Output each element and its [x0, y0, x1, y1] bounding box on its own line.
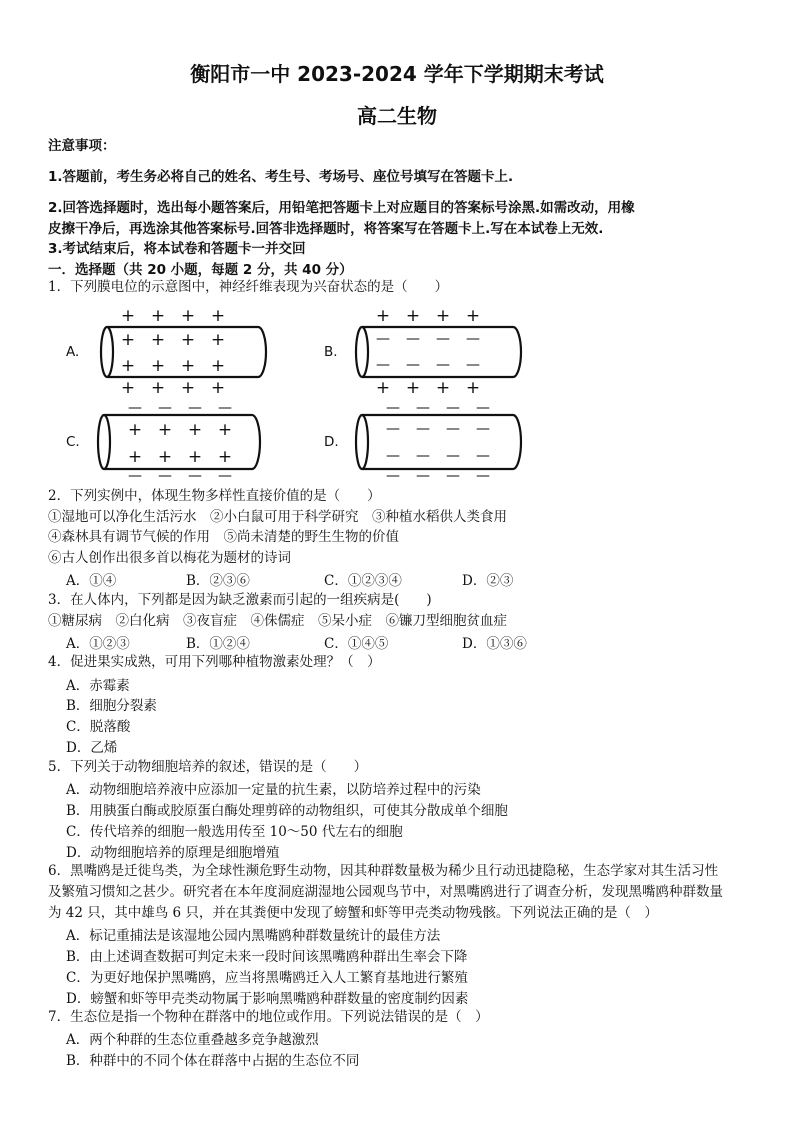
- c-outer-top-sign-2: —: [158, 400, 172, 416]
- d-outer-top-sign-4: —: [476, 400, 490, 416]
- b-inner-bottom-sign-3: —: [436, 357, 450, 373]
- question-2-items-1: ①湿地可以净化生活污水 ②小白鼠可用于科学研究 ③种植水稻供人类食用: [48, 509, 507, 525]
- c-inner-bottom-sign-1: +: [127, 447, 143, 467]
- question-4-option-d: D．乙烯: [66, 740, 118, 756]
- question-2-option-b: B．②③⑥: [186, 573, 250, 589]
- b-outer-bottom-sign-3: +: [435, 378, 451, 398]
- option-a-label: A.: [66, 344, 80, 360]
- question-4-option-c: C．脱落酸: [66, 719, 131, 735]
- option-d-label: D.: [324, 434, 339, 450]
- d-outer-top-sign-2: —: [416, 400, 430, 416]
- question-2-stem: 2．下列实例中，体现生物多样性直接价值的是（ ）: [48, 488, 381, 504]
- option-c-fiber: [98, 415, 260, 469]
- question-3-option-c: C．①④⑤: [324, 636, 389, 652]
- membrane-potential-diagrams: [0, 296, 794, 486]
- c-outer-bottom-sign-2: —: [158, 468, 172, 484]
- note-1: 1.答题前，考生务必将自己的姓名、考生号、考场号、座位号填写在答题卡上.: [48, 169, 514, 185]
- a-outer-top-sign-3: +: [180, 306, 196, 326]
- question-5-option-d: D．动物细胞培养的原理是细胞增殖: [66, 845, 280, 861]
- question-4-option-a: A．赤霉素: [66, 678, 130, 694]
- exam-title: 衡阳市一中 2023-2024 学年下学期期末考试: [190, 62, 604, 86]
- b-inner-top-sign-2: —: [406, 331, 420, 347]
- d-inner-top-sign-2: —: [416, 421, 430, 437]
- question-3-option-b: B．①②④: [186, 636, 250, 652]
- question-3-items: ①糖尿病 ②白化病 ③夜盲症 ④侏儒症 ⑤呆小症 ⑥镰刀型细胞贫血症: [48, 613, 507, 629]
- d-outer-bottom-sign-4: —: [476, 468, 490, 484]
- b-outer-bottom-sign-4: +: [465, 378, 481, 398]
- question-1-stem: 1．下列膜电位的示意图中，神经纤维表现为兴奋状态的是（ ）: [48, 279, 449, 295]
- option-c-label: C.: [66, 434, 80, 450]
- a-outer-top-sign-4: +: [210, 306, 226, 326]
- question-7-option-a: A．两个种群的生态位重叠越多竞争越激烈: [66, 1032, 319, 1048]
- c-inner-bottom-sign-2: +: [157, 447, 173, 467]
- question-6-stem-3: 为 42 只，其中雄鸟 6 只，并在其粪便中发现了螃蟹和虾等甲壳类动物残骸。下列说法正确的是（ ）: [48, 905, 658, 921]
- c-outer-top-sign-1: —: [128, 400, 142, 416]
- b-inner-top-sign-1: —: [376, 331, 390, 347]
- question-7-option-b: B．种群中的不同个体在群落中占据的生态位不同: [66, 1053, 360, 1069]
- exam-subject: 高二生物: [357, 104, 437, 128]
- a-inner-top-sign-4: +: [210, 330, 226, 350]
- option-d-fiber: [356, 415, 521, 469]
- a-outer-bottom-sign-1: +: [120, 378, 136, 398]
- question-3-option-d: D．①③⑥: [462, 636, 527, 652]
- c-inner-top-sign-1: +: [127, 420, 143, 440]
- a-outer-top-sign-2: +: [150, 306, 166, 326]
- question-5-option-c: C．传代培养的细胞一般选用传至 10～50 代左右的细胞: [66, 824, 403, 840]
- d-inner-bottom-sign-2: —: [416, 448, 430, 464]
- d-outer-top-sign-3: —: [446, 400, 460, 416]
- c-inner-top-sign-4: +: [217, 420, 233, 440]
- c-inner-bottom-sign-3: +: [187, 447, 203, 467]
- b-inner-top-sign-3: —: [436, 331, 450, 347]
- d-outer-bottom-sign-2: —: [416, 468, 430, 484]
- question-5-option-a: A．动物细胞培养液中应添加一定量的抗生素，以防培养过程中的污染: [66, 782, 481, 798]
- question-2-items-3: ⑥古人创作出很多首以梅花为题材的诗词: [48, 550, 291, 566]
- question-6-option-a: A．标记重捕法是该湿地公园内黑嘴鸥种群数量统计的最佳方法: [66, 928, 441, 944]
- question-2-option-a: A．①④: [66, 573, 117, 589]
- a-inner-bottom-sign-2: +: [150, 356, 166, 376]
- option-b-label: B.: [324, 344, 338, 360]
- b-outer-top-sign-1: +: [375, 306, 391, 326]
- question-4-stem: 4．促进果实成熟，可用下列哪种植物激素处理？（ ）: [48, 654, 381, 670]
- c-inner-bottom-sign-4: +: [217, 447, 233, 467]
- question-6-option-b: B．由上述调查数据可判定未来一段时间该黑嘴鸥种群出生率会下降: [66, 949, 468, 965]
- b-outer-bottom-sign-1: +: [375, 378, 391, 398]
- question-6-option-c: C．为更好地保护黑嘴鸥，应当将黑嘴鸥迁入人工繁育基地进行繁殖: [66, 970, 468, 986]
- c-inner-top-sign-2: +: [157, 420, 173, 440]
- b-inner-bottom-sign-2: —: [406, 357, 420, 373]
- question-5-option-b: B．用胰蛋白酶或胶原蛋白酶处理剪碎的动物组织，可使其分散成单个细胞: [66, 803, 508, 819]
- a-inner-top-sign-3: +: [180, 330, 196, 350]
- a-outer-bottom-sign-3: +: [180, 378, 196, 398]
- a-inner-top-sign-2: +: [150, 330, 166, 350]
- c-outer-top-sign-3: —: [188, 400, 202, 416]
- d-inner-bottom-sign-1: —: [386, 448, 400, 464]
- d-inner-top-sign-4: —: [476, 421, 490, 437]
- c-outer-bottom-sign-4: —: [218, 468, 232, 484]
- note-2-line-1: 2.回答选择题时，选出每小题答案后，用铅笔把答题卡上对应题目的答案标号涂黑.如需改动，用橡: [48, 200, 635, 216]
- d-outer-bottom-sign-3: —: [446, 468, 460, 484]
- b-outer-top-sign-3: +: [435, 306, 451, 326]
- section-heading: 一．选择题（共 20 小题，每题 2 分，共 40 分）: [48, 262, 353, 278]
- question-7-stem: 7．生态位是指一个物种在群落中的地位或作用。下列说法错误的是（ ）: [48, 1009, 489, 1025]
- a-inner-bottom-sign-1: +: [120, 356, 136, 376]
- b-outer-top-sign-4: +: [465, 306, 481, 326]
- b-outer-top-sign-2: +: [405, 306, 421, 326]
- question-6-option-d: D．螃蟹和虾等甲壳类动物属于影响黑嘴鸥种群数量的密度制约因素: [66, 991, 469, 1007]
- b-inner-top-sign-4: —: [466, 331, 480, 347]
- question-2-items-2: ④森林具有调节气候的作用 ⑤尚未清楚的野生生物的价值: [48, 529, 399, 545]
- d-inner-top-sign-3: —: [446, 421, 460, 437]
- c-outer-bottom-sign-3: —: [188, 468, 202, 484]
- note-3: 3.考试结束后，将本试卷和答题卡一并交回: [48, 241, 306, 257]
- question-5-stem: 5．下列关于动物细胞培养的叙述，错误的是（ ）: [48, 759, 368, 775]
- note-2-line-2: 皮擦干净后，再选涂其他答案标号.回答非选择题时，将答案写在答题卡上.写在本试卷上无效.: [48, 221, 604, 237]
- question-2-option-d: D．②③: [462, 573, 514, 589]
- a-outer-bottom-sign-2: +: [150, 378, 166, 398]
- a-inner-bottom-sign-3: +: [180, 356, 196, 376]
- notes-heading: 注意事项：: [48, 138, 116, 154]
- question-4-option-b: B．细胞分裂素: [66, 698, 157, 714]
- b-outer-bottom-sign-2: +: [405, 378, 421, 398]
- question-3-stem: 3．在人体内，下列都是因为缺乏激素而引起的一组疾病是( ): [48, 592, 432, 608]
- c-inner-top-sign-3: +: [187, 420, 203, 440]
- b-inner-bottom-sign-1: —: [376, 357, 390, 373]
- d-inner-bottom-sign-4: —: [476, 448, 490, 464]
- question-3-option-a: A．①②③: [66, 636, 130, 652]
- d-inner-top-sign-1: —: [386, 421, 400, 437]
- question-6-stem-1: 6．黑嘴鸥是迁徙鸟类，为全球性濒危野生动物，因其种群数量极为稀少且行动迅捷隐秘，生态学家对其生活习性: [48, 863, 719, 879]
- a-outer-top-sign-1: +: [120, 306, 136, 326]
- d-outer-bottom-sign-1: —: [386, 468, 400, 484]
- b-inner-bottom-sign-4: —: [466, 357, 480, 373]
- d-inner-bottom-sign-3: —: [446, 448, 460, 464]
- d-outer-top-sign-1: —: [386, 400, 400, 416]
- a-inner-top-sign-1: +: [120, 330, 136, 350]
- question-6-stem-2: 及繁殖习惯知之甚少。研究者在本年度洞庭湖湿地公园观鸟节中，对黑嘴鸥进行了调查分析，发现黑嘴鸥种群数量: [48, 884, 723, 900]
- a-inner-bottom-sign-4: +: [210, 356, 226, 376]
- a-outer-bottom-sign-4: +: [210, 378, 226, 398]
- c-outer-top-sign-4: —: [218, 400, 232, 416]
- c-outer-bottom-sign-1: —: [128, 468, 142, 484]
- question-2-option-c: C．①②③④: [324, 573, 402, 589]
